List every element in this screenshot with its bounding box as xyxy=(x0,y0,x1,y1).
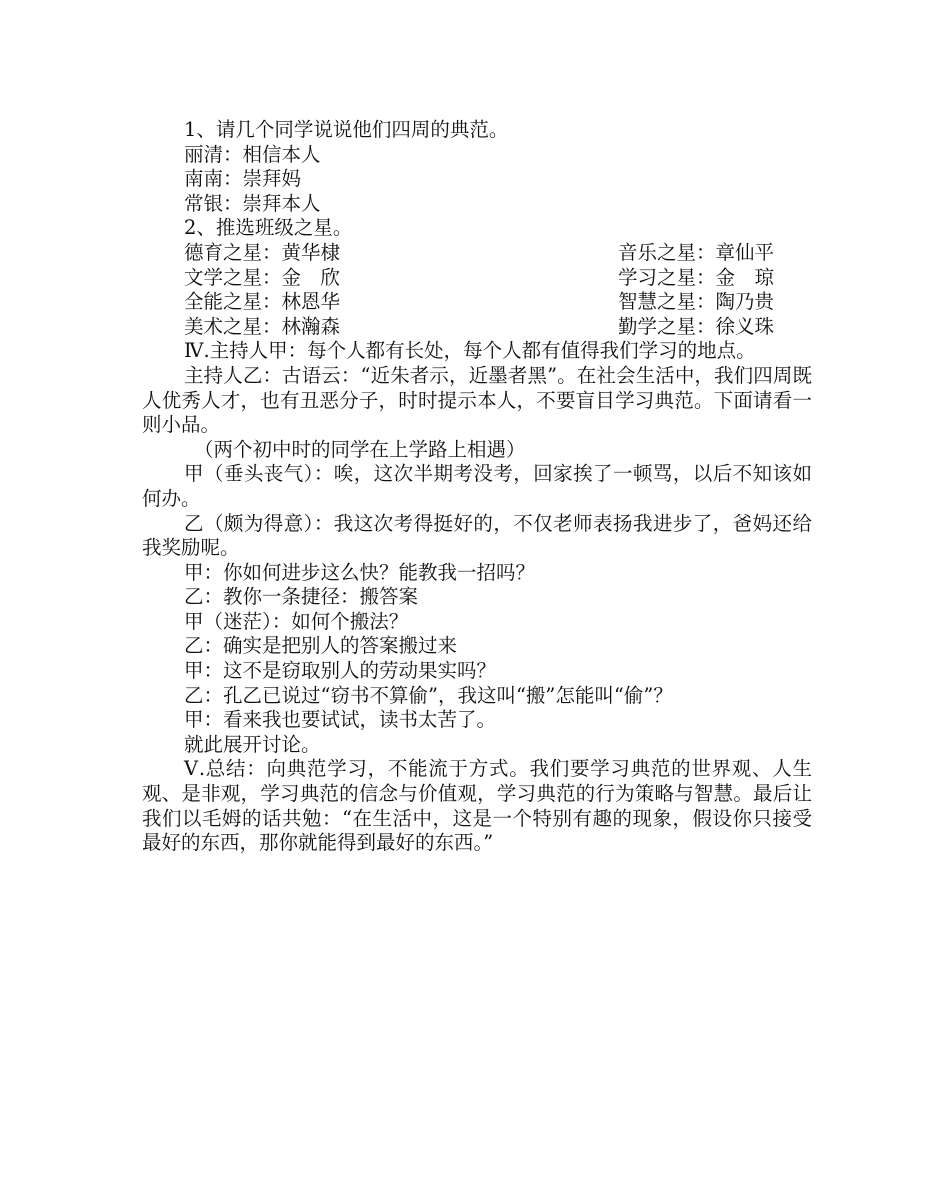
section-5-summary: Ⅴ.总结：向典范学习，不能流于方式。我们要学习典范的世界观、人生观、是非观，学习典范的信念与价值观，学习典范的行为策略与智慧。最后让我们以毛姆的话共勉：“在生活中，这是一个特别有趣的现象，假设你只接受最好的东西，那你就能得到最好的东西。” xyxy=(142,757,812,855)
answer-line: 丽清：相信本人 xyxy=(184,142,321,166)
skit-intro: （两个初中时的同学在上学路上相遇） xyxy=(194,437,526,461)
dialogue-line: 乙：孔乙已说过“窃书不算偷”，我这叫“搬”怎能叫“偷”？ xyxy=(184,683,673,707)
dialogue-paragraph: 甲（垂头丧气）：唉，这次半期考没考，回家挨了一顿骂，以后不知该如何办。 xyxy=(142,462,812,510)
star-entry: 文学之星：金 欣 xyxy=(184,265,341,289)
star-entry: 学习之星：金 琼 xyxy=(618,265,775,289)
section-4-heading: Ⅳ.主持人甲：每个人都有长处，每个人都有值得我们学习的地点。 xyxy=(184,339,756,363)
dialogue-line: 甲（迷茫）：如何个搬法？ xyxy=(184,609,409,633)
class-stars-list xyxy=(142,241,842,339)
answer-line: 南南：崇拜妈 xyxy=(184,167,302,191)
dialogue-line: 就此展开讨论。 xyxy=(184,732,321,756)
answer-line: 常银：崇拜本人 xyxy=(184,191,321,215)
dialogue-line: 甲：这不是窃取别人的劳动果实吗？ xyxy=(184,659,497,683)
star-entry: 音乐之星：章仙平 xyxy=(618,240,775,264)
item-2: 2、推选班级之星。 xyxy=(184,216,353,240)
document-body xyxy=(142,118,842,856)
dialogue-line: 甲：你如何进步这么快？能教我一招吗？ xyxy=(184,560,536,584)
star-entry: 智慧之星：陶乃贵 xyxy=(618,290,775,314)
dialogue-line: 甲：看来我也要试试，读书太苦了。 xyxy=(184,708,497,732)
star-entry: 德育之星：黄华棣 xyxy=(184,240,341,264)
star-row xyxy=(184,241,842,266)
star-row xyxy=(184,315,842,340)
star-entry: 美术之星：林瀚森 xyxy=(184,314,341,338)
item-1: 1、请几个同学说说他们四周的典范。 xyxy=(184,118,509,141)
dialogue-line: 乙：教你一条捷径：搬答案 xyxy=(184,585,419,609)
star-entry: 全能之星：林恩华 xyxy=(184,290,341,314)
star-row xyxy=(184,266,842,291)
host-b-paragraph: 主持人乙：古语云：“近朱者示，近墨者黑”。在社会生活中，我们四周既人优秀人才，也有丑恶分子，时时提示本人，不要盲目学习典范。下面请看一则小品。 xyxy=(142,363,812,437)
star-entry: 勤学之星：徐义珠 xyxy=(618,314,775,338)
dialogue-paragraph: 乙（颇为得意）：我这次考得挺好的，不仅老师表扬我进步了，爸妈还给我奖励呢。 xyxy=(142,511,812,560)
star-row xyxy=(184,290,842,315)
dialogue-line: 乙：确实是把别人的答案搬过来 xyxy=(184,634,458,658)
